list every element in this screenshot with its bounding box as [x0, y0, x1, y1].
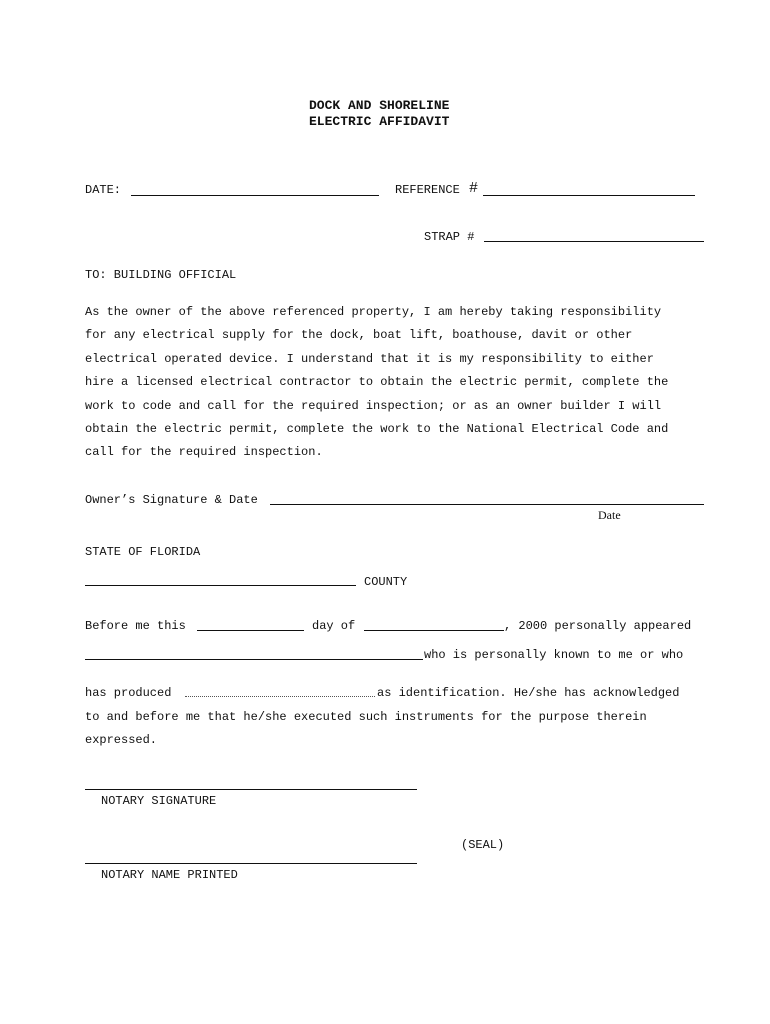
- day-of-label: day of: [312, 619, 356, 633]
- strap-label: STRAP #: [424, 230, 475, 244]
- notary-name-field[interactable]: [85, 863, 417, 864]
- county-field[interactable]: [85, 585, 356, 586]
- notary-name-label: NOTARY NAME PRINTED: [101, 868, 238, 882]
- to-line: TO: BUILDING OFFICIAL: [85, 268, 237, 282]
- appeared-name-field[interactable]: [85, 659, 423, 660]
- strap-field[interactable]: [484, 241, 704, 242]
- title-line-1: DOCK AND SHORELINE: [309, 98, 450, 113]
- reference-hash: #: [469, 180, 479, 197]
- title-line-2: ELECTRIC AFFIDAVIT: [309, 114, 450, 129]
- date-caption: Date: [598, 508, 621, 522]
- paragraph-line: call for the required inspection.: [85, 445, 323, 460]
- county-label: COUNTY: [364, 575, 408, 589]
- notary-signature-field[interactable]: [85, 789, 417, 790]
- expressed-line: expressed.: [85, 733, 158, 747]
- owner-signature-label: Owner’s Signature & Date: [85, 493, 258, 507]
- day-field[interactable]: [197, 630, 304, 631]
- date-label: DATE:: [85, 183, 122, 197]
- date-field[interactable]: [131, 195, 379, 196]
- before-me-label: Before me this: [85, 619, 186, 633]
- identification-text: as identification. He/she has acknowledged: [377, 686, 680, 700]
- state-label: STATE OF FLORIDA: [85, 545, 201, 559]
- paragraph-line: for any electrical supply for the dock, boat lift, boathouse, davit or other: [85, 328, 633, 343]
- acknowledge-line: to and before me that he/she executed such instruments for the purpose therein: [85, 710, 647, 724]
- year-text: , 2000 personally appeared: [504, 619, 692, 633]
- paragraph-line: electrical operated device. I understand that it is my responsibility to either: [85, 351, 654, 366]
- responsibility-paragraph: [85, 301, 715, 465]
- seal-label: (SEAL): [461, 838, 505, 852]
- paragraph-line: hire a licensed electrical contractor to obtain the electric permit, complete the: [85, 375, 669, 390]
- month-field[interactable]: [364, 630, 504, 631]
- has-produced-label: has produced: [85, 686, 172, 700]
- paragraph-line: obtain the electric permit, complete the work to the National Electrical Code and: [85, 421, 669, 436]
- known-text: who is personally known to me or who: [424, 648, 684, 662]
- paragraph-line: As the owner of the above referenced property, I am hereby taking responsibility: [85, 305, 662, 319]
- reference-label: REFERENCE: [395, 183, 460, 197]
- owner-signature-field[interactable]: [270, 504, 704, 505]
- notary-signature-label: NOTARY SIGNATURE: [101, 794, 217, 808]
- identification-field[interactable]: [185, 696, 375, 697]
- reference-field[interactable]: [483, 195, 695, 196]
- paragraph-line: work to code and call for the required inspection; or as an owner builder I will: [85, 398, 662, 413]
